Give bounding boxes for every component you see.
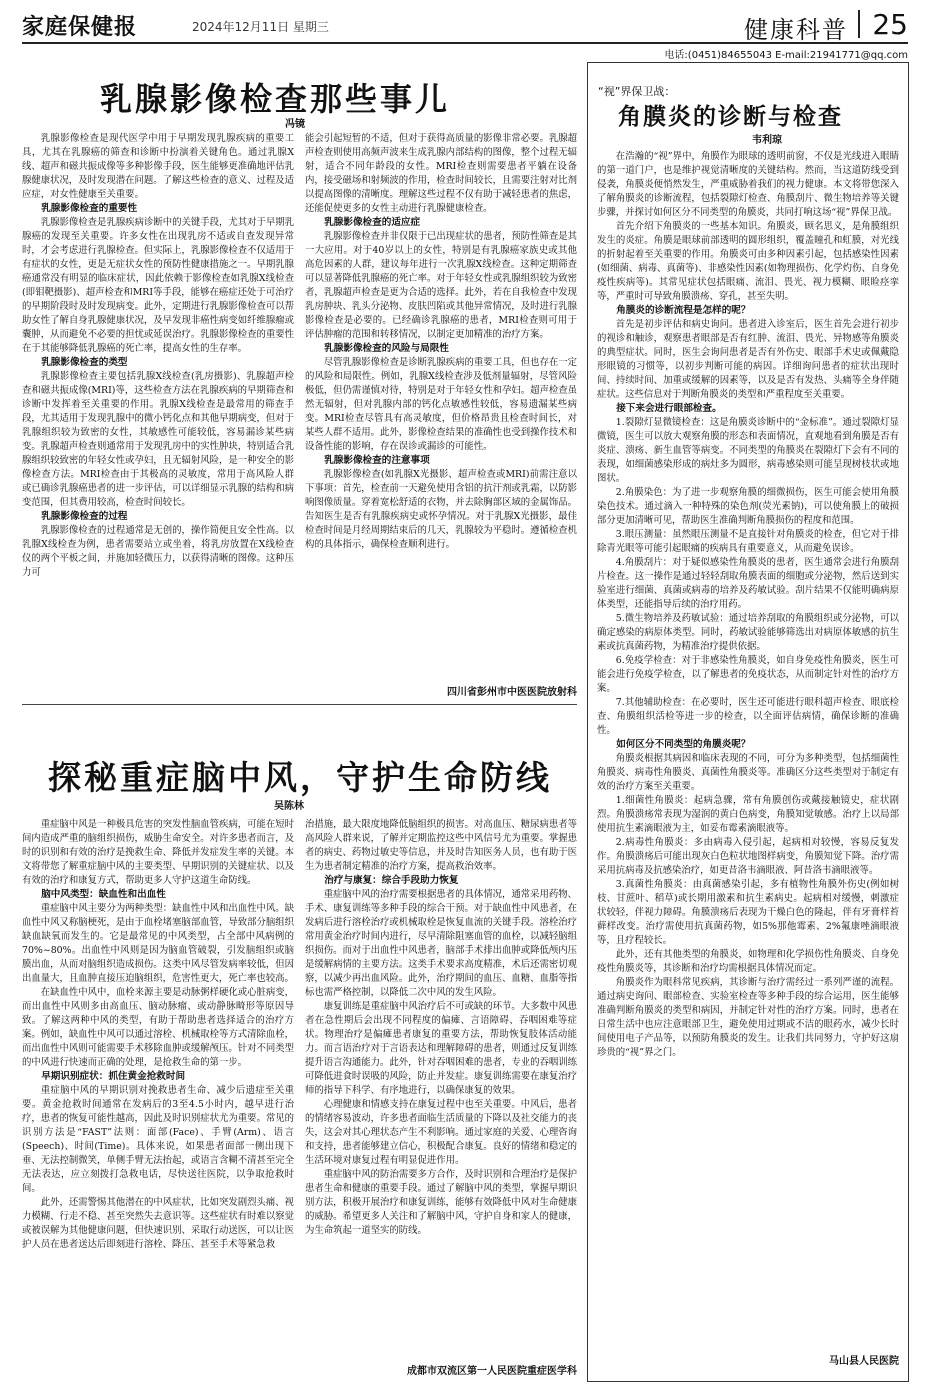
- paragraph: 重症脑中风是一种极具危害的突发性脑血管疾病，可能在短时间内造成严重的脑组织损伤，威胁生命安全。对许多患者而言，及时的识别和有效的治疗是挽救生命、降低并发症发生率的关键。本文将带您了解重症脑中风的主要类型、早期识别的关键症状、以及有效的治疗和康复方式，帮助更多人守护这道生命防线。: [22, 819, 294, 886]
- article3-body: [597, 150, 899, 1348]
- paragraph: 2.病毒性角膜炎：多由病毒入侵引起，起病相对较慢，容易反复发作。角膜溃疡后可能出现灰白色粒状地图样病变，角膜知觉下降。治疗需采用抗病毒及抗感染治疗，如更昔洛韦滴眼液、阿昔洛韦滴眼液等。: [597, 837, 899, 876]
- paragraph: 乳腺影像检查并非仅限于已出现症状的患者，预防性筛查是其一大应用。对于40岁以上的女性，特别是有乳腺癌家族史或其他高危因素的人群，建议每年进行一次乳腺X线检查。这种定期筛查可以显著降低乳腺癌的死亡率。对于年轻女性或乳腺组织较为致密者，乳腺超声检查是更为合适的选择。此外，若在自我检查中发现乳房肿块、乳头分泌物、皮肤凹陷或其他异常情况，及时进行乳腺影像检查是必要的。已经确诊乳腺癌的患者，MRI检查则可用于评估肿瘤的范围和转移情况，以制定更加精准的治疗方案。: [305, 231, 577, 340]
- subheading: 乳腺影像检查的适应症: [324, 217, 421, 228]
- paragraph: 此外，还有其他类型的角膜炎，如物理和化学损伤性角膜炎、自身免疫性角膜炎等，其诊断和治疗均需根据具体情况而定。: [597, 949, 899, 974]
- paragraph: 1.裂隙灯显微镜检查：这是角膜炎诊断中的“金标准”。通过裂隙灯显微镜，医生可以放大观察角膜的形态和表面情况，直观地看到角膜是否有炎症、溃疡、新生血管等病变。不同类型的角膜炎在裂隙灯下会有不同的表现，如细菌感染形成的病灶多为圆形，病毒感染则可能呈现树枝状或地图状。: [597, 417, 899, 484]
- masthead: [22, 8, 908, 44]
- paragraph: 1.细菌性角膜炎：起病急骤，常有角膜创伤或戴接触镜史，症状剧烈。角膜溃疡常表现为湿润的黄白色病变，角膜知觉敏感。治疗上以局部使用抗生素滴眼液为主，如妥布霉素滴眼液等。: [597, 795, 899, 834]
- paragraph: 在浩瀚的“视”界中，角膜作为眼球的透明前窗，不仅是光线进入眼睛的第一道门户，也是维护视觉清晰度的关键结构。然而，当这道防线受到侵袭，角膜炎便悄然发生，严重威胁着我们的视力健康。本文将带您深入了解角膜炎的诊断流程，包括裂隙灯检查、角膜刮片、微生物培养等关键步骤，并探讨如何区分不同类型的角膜炎，共同打响这场“视”界保卫战。: [597, 151, 899, 218]
- paragraph: 治措施，最大限度地降低脑组织的损害。对高血压、糖尿病患者等高风险人群来说，了解并定期监控这些中风信号尤为重要。掌握患者的病史、药物过敏史等信息，并及时告知医务人员，也有助于医生为患者制定精准的治疗方案，提高救治效率。: [305, 819, 577, 872]
- subheading: 乳腺影像检查的过程: [41, 511, 128, 522]
- paragraph: 此外，还需警惕其他潜在的中风症状，比如突发剧烈头痛、视力模糊、行走不稳、甚至突然失去意识等。这些症状有时难以察觉或被误解为其他健康问题，但快速识别、采取行动送医，可以让医护人员在患者送达后即刻进行溶栓、降压、甚至手术等紧急救: [22, 1197, 294, 1250]
- section-name: 健康科普: [744, 16, 848, 44]
- paragraph: 角膜炎根据其病因和临床表现的不同，可分为多种类型，包括细菌性角膜炎、病毒性角膜炎、真菌性角膜炎等。准确区分这些类型对于制定有效的治疗方案至关重要。: [597, 753, 899, 792]
- article-divider: [22, 704, 577, 705]
- subheading: 早期识别症状：抓住黄金抢救时间: [41, 1071, 186, 1082]
- article2-title: 探秘重症脑中风，守护生命防线: [48, 758, 552, 797]
- paragraph: 5.微生物培养及药敏试验：通过培养刮取的角膜组织或分泌物，可以确定感染的病原体类型。同时，药敏试验能够筛选出对病原体敏感的抗生素或抗真菌药物，为精准治疗提供依据。: [597, 613, 899, 652]
- subheading: 如何区分不同类型的角膜炎呢？: [616, 739, 751, 750]
- paragraph: 康复训练是重症脑中风治疗后不可或缺的环节。大多数中风患者在急性期后会出现不同程度的偏瘫、言语障碍、吞咽困难等症状。物理治疗是偏瘫患者康复的重要方法，帮助恢复肢体活动能力。而言语治疗对于言语表达和理解障碍的患者，则通过反复训练提升语言沟通能力。此外，针对吞咽困难的患者，专业的吞咽训练可降低进食时误吸的风险，防止并发症。康复训练需要在康复治疗师的指导下科学、有序地进行，以确保康复的效果。: [305, 1001, 577, 1096]
- issue-date: 2024年12月11日 星期三: [192, 20, 329, 34]
- subheading: 乳腺影像检查的风险与局限性: [324, 343, 449, 354]
- paragraph: 2.角膜染色：为了进一步观察角膜的细微损伤，医生可能会使用角膜染色技术。通过滴入一种特殊的染色剂(荧光素钠)，可以使角膜上的破损部分更加清晰可见，帮助医生准确判断角膜损伤的程度和范围。: [597, 487, 899, 526]
- paragraph: 心理健康和情感支持在康复过程中也至关重要。中风后，患者的情绪容易波动，许多患者面临生活质量的下降以及社交能力的丧失，这会对其心理状态产生不利影响。通过家庭的关爱、心理咨询和支持，患者能够建立信心，积极配合康复。良好的情绪和稳定的生活环境对康复过程有明显促进作用。: [305, 1099, 577, 1166]
- paragraph: 重症脑中风主要分为两种类型：缺血性中风和出血性中风。缺血性中风又称脑梗死，是由于血栓堵塞脑部血管，导致部分脑组织缺血缺氧而发生的。它是最常见的中风类型，占全部中风病例的70%~80%。出血性中风则是因为脑血管破裂，引发脑组织或脑膜出血，从而对脑组织造成损伤。这类中风尽管发病率较低，但因出血量大，且血肿直接压迫脑组织，危害性更大，死亡率也较高。: [22, 903, 294, 984]
- subheading: 脑中风类型：缺血性和出血性: [41, 889, 166, 900]
- paragraph: 乳腺影像检查是乳腺疾病诊断中的关键手段，尤其对于早期乳腺癌的发现至关重要。许多女性在出现乳房不适或自查发现异常时，才会考虑进行乳腺检查。但实际上，乳腺影像检查不仅适用于有症状的女性，更是无症状女性的预防性健康措施之一。早期乳腺癌通常没有明显的临床症状，因此依赖于影像检查如乳腺X线检查(即钼靶摄影)、超声检查和MRI等手段，能够在癌症还处于可治疗的早期阶段时及时发现病变。此外，定期进行乳腺影像检查可以帮助女性了解自身乳腺健康状况，及早发现非癌性病变如纤维腺瘤或囊肿，从而避免不必要的担忧或延误治疗。乳腺影像检查的重要性在于其能够降低乳腺癌的死亡率，提高女性的生存率。: [22, 217, 294, 354]
- paragraph: 重症脑中风的防治需要多方合作，及时识别和合理治疗是保护患者生命和健康的重要手段。通过了解脑中风的类型，掌握早期识别方法，积极开展治疗和康复训练，能够有效降低中风对生命健康的威胁。希望更多人关注和了解脑中风，守护自身和家人的健康，为生命筑起一道坚实的防线。: [305, 1169, 577, 1236]
- page-number: 25: [872, 8, 908, 41]
- article2-author: 吴陈林: [274, 801, 304, 812]
- article3-author: 韦利琼: [752, 135, 782, 146]
- article2-column-2: [305, 818, 577, 1358]
- paragraph: 重症脑中风的早期识别对挽救患者生命、减少后遗症至关重要。黄金抢救时间通常在发病后的3至4.5小时内，越早进行治疗，患者的恢复可能性越高，因此及时识别症状尤为重要。常见的识别方法是“FAST”法则：面部(Face)、手臂(Arm)、语言(Speech)、时间(Time)。具体来说，如果患者面部一侧出现下垂、无法控制微笑，单侧手臂无法抬起，或语言含糊不清甚至完全无法表达，应立刻拨打急救电话，尽快送往医院，以争取抢救时间。: [22, 1085, 294, 1194]
- subheading: 角膜炎的诊断流程是怎样的呢？: [616, 305, 751, 316]
- masthead-divider: [858, 10, 860, 38]
- article2-source: 成都市双流区第一人民医院重症医学科: [407, 1366, 577, 1377]
- paragraph: 首先介绍下角膜炎的一些基本知识。角膜炎，顾名思义，是角膜组织发生的炎症。角膜是眼球前部透明的圆形组织，覆盖瞳孔和虹膜，对光线的折射起着至关重要的作用。角膜炎可由多种因素引起，包括感染性因素(如细菌、病毒、真菌等)、非感染性因素(如物理损伤、化学灼伤、自身免疫性疾病等)。其常见症状包括眼痛、流泪、畏光、视力模糊、眼睑痉挛等，严重时可导致角膜溃疡、穿孔，甚至失明。: [597, 221, 899, 302]
- newspaper-name: 家庭保健报: [22, 14, 138, 40]
- paragraph: 6.免疫学检查：对于非感染性角膜炎，如自身免疫性角膜炎，医生可能会进行免疫学检查，以了解患者的免疫状态，从而制定针对性的治疗方案。: [597, 655, 899, 694]
- subheading: 乳腺影像检查的类型: [41, 357, 128, 368]
- subheading: 乳腺影像检查的重要性: [41, 203, 138, 214]
- paragraph: 乳腺影像检查(如乳腺X光摄影、超声检查或MRI)前需注意以下事项：首先，检查前一天避免使用含铝的抗汗剂或乳霜，以防影响图像质量。穿着宽松舒适的衣物，并去除胸部区域的金属饰品。告知医生是否有乳腺疾病史或怀孕情况。对于乳腺X光摄影，最佳检查时间是月经周期结束后的几天，乳腺较为平稳时。遵循检查机构的具体指示，确保检查顺利进行。: [305, 469, 577, 550]
- contact-info: 电话:(0451)84655043 E-mail:21941771@qq.com: [664, 50, 908, 61]
- subheading: 乳腺影像检查的注意事项: [324, 455, 430, 466]
- paragraph: 角膜炎作为眼科常见疾病，其诊断与治疗需经过一系列严谨的流程。通过病史询问、眼部检查、实验室检查等多种手段的综合运用，医生能够准确判断角膜炎的类型和病因，并制定针对性的治疗方案。同时，患者在日常生活中也应注意眼部卫生，避免使用过期或不洁的眼药水，减少长时间使用电子产品等，以预防角膜炎的发生。让我们共同努力，守护好这扇珍贵的“视”界之门。: [597, 977, 899, 1058]
- paragraph: 4.角膜刮片：对于疑似感染性角膜炎的患者，医生通常会进行角膜刮片检查。这一操作是通过轻轻刮取角膜表面的细胞或分泌物，然后送到实验室进行细菌、真菌或病毒的培养及药敏试验。刮片结果不仅能明确病原体类型，还能指导后续的治疗用药。: [597, 557, 899, 610]
- paragraph: 首先是初步评估和病史询问。患者进入诊室后，医生首先会进行初步的视诊和触诊，观察患者眼部是否有红肿、流泪、畏光、异物感等角膜炎的典型症状。同时，医生会询问患者是否有外伤史、眼部手术史或佩戴隐形眼镜的习惯等，以初步判断可能的病因。详细询问患者的症状出现时间、持续时间、加重或缓解的因素等，以及是否有发热、头痛等全身伴随症状。这些信息对于判断角膜炎的类型和严重程度至关重要。: [597, 319, 899, 400]
- paragraph: 能会引起短暂的不适，但对于获得高质量的影像非常必要。乳腺超声检查则使用高频声波来生成乳腺内部结构的图像，整个过程无辐射，适合不同年龄段的女性。MRI检查则需要患者平躺在设备内，接受磁场和射频波的作用，检查时间较长，且需要注射对比剂以提高图像的清晰度。理解这些过程不仅有助于减轻患者的焦虑，还能促使更多的女性主动进行乳腺健康检查。: [305, 133, 577, 214]
- article1-title: 乳腺影像检查那些事儿: [100, 80, 451, 118]
- article1-source: 四川省彭州市中医医院放射科: [447, 687, 577, 698]
- subheading: 接下来会进行眼部检查。: [616, 403, 722, 414]
- article1-author: 冯镜: [285, 119, 305, 130]
- paragraph: 3.眼压测量：虽然眼压测量不是直接针对角膜炎的检查，但它对于排除青光眼等可能引起眼痛的疾病具有重要意义，从而避免误诊。: [597, 529, 899, 554]
- paragraph: 在缺血性中风中，血栓来源主要是动脉粥样硬化或心脏病变，而出血性中风则多由高血压、脑动脉瘤、或动静脉畸形等原因导致。了解这两种中风的类型，有助于帮助患者选择适合的治疗方案。例如，缺血性中风可以通过溶栓、机械取栓等方式清除血栓，而出血性中风则可能需要手术移除血肿或缓解颅压。针对不同类型的中风进行快速而正确的处理，是抢救生命的第一步。: [22, 987, 294, 1068]
- paragraph: 3.真菌性角膜炎：由真菌感染引起，多有植物性角膜外伤史(例如树枝、甘蔗叶、稻草)或长期用激素和抗生素病史。起病相对缓慢，刺激症状较轻，伴视力障碍。角膜溃疡后表现为干燥白色的隆起，伴有牙膏样苔藓样改变。治疗需使用抗真菌药物，如5%那他霉素、2%氟康唑滴眼液等，且疗程较长。: [597, 879, 899, 946]
- article2-column-1: [22, 818, 294, 1376]
- subheading: 治疗与康复：综合手段助力恢复: [324, 875, 459, 886]
- paragraph: 乳腺影像检查的过程通常是无创的，操作简便且安全性高。以乳腺X线检查为例，患者需要站立或坐着，将乳房放置在X线检查仪的两个平板之间，并施加轻微压力，以获得清晰的图像。这种压力可: [22, 525, 294, 578]
- paragraph: 尽管乳腺影像检查是诊断乳腺疾病的重要工具，但也存在一定的风险和局限性。例如，乳腺X线检查涉及低剂量辐射，尽管风险极低，但仍需谨慎对待，特别是对于年轻女性和孕妇。超声检查虽然无辐射，但对乳腺内部的钙化点敏感性较低，容易遗漏某些病变。MRI检查尽管具有高灵敏度，但价格昂贵且检查时间长，对某些人群不适用。此外，影像检查结果的准确性也受到操作技术和设备性能的影响，存在误诊或漏诊的可能性。: [305, 357, 577, 452]
- article3-title: 角膜炎的诊断与检查: [618, 103, 843, 130]
- article1-column-2: [305, 132, 577, 692]
- paragraph: 重症脑中风的治疗需要根据患者的具体情况，通常采用药物、手术、康复训练等多种手段的综合干预。对于缺血性中风患者，在发病后进行溶栓治疗或机械取栓是恢复血流的关键手段。溶栓治疗常用黄金治疗时间内进行，尽早清除阻塞血管的血栓，以减轻脑组织损伤。而对于出血性中风患者，脑部手术排出血肿或降低颅内压是缓解病情的主要方法。这类手术要求高度精准，术后还需密切观察，以减少再出血风险。此外，治疗期间的血压、血糖、血脂等指标也需严格控制，以降低二次中风的发生风险。: [305, 889, 577, 998]
- article3-kicker: “视”界保卫战：: [598, 85, 676, 98]
- paragraph: 乳腺影像检查主要包括乳腺X线检查(乳房摄影)、乳腺超声检查和磁共振成像(MRI)等，这些检查方法在乳腺疾病的早期筛查和诊断中发挥着至关重要的作用。乳腺X线检查是最常用的筛查手段，尤其适用于发现乳腺中的微小钙化点和其他早期病变，但对于乳腺组织较为致密的女性，其敏感性可能较低，容易漏诊某些病变。乳腺超声检查则通常用于发现乳房中的实性肿块，特别适合乳腺组织较致密的年轻女性或孕妇，且无辐射风险，是一种安全的影像检查方法。MRI检查由于其极高的灵敏度，常用于高风险人群或已确诊乳腺癌患者的进一步评估，可以详细显示乳腺的结构和病变范围，但其费用较高，检查时间较长。: [22, 371, 294, 508]
- paragraph: 7.其他辅助检查：在必要时，医生还可能进行眼科超声检查、眼底检查、角膜组织活检等进一步的检查，以全面评估病情，确保诊断的准确性。: [597, 697, 899, 736]
- article1-column-1: [22, 132, 294, 698]
- paragraph: 乳腺影像检查是现代医学中用于早期发现乳腺疾病的重要工具，尤其在乳腺癌的筛查和诊断中扮演着关键角色。通过乳腺X线、超声和磁共振成像等多种影像手段，医生能够更准确地评估乳腺健康状况，及时发现潜在问题。了解这些检查的意义、过程及适应症，对女性健康至关重要。: [22, 133, 294, 200]
- article3-source: 马山县人民医院: [829, 1356, 899, 1367]
